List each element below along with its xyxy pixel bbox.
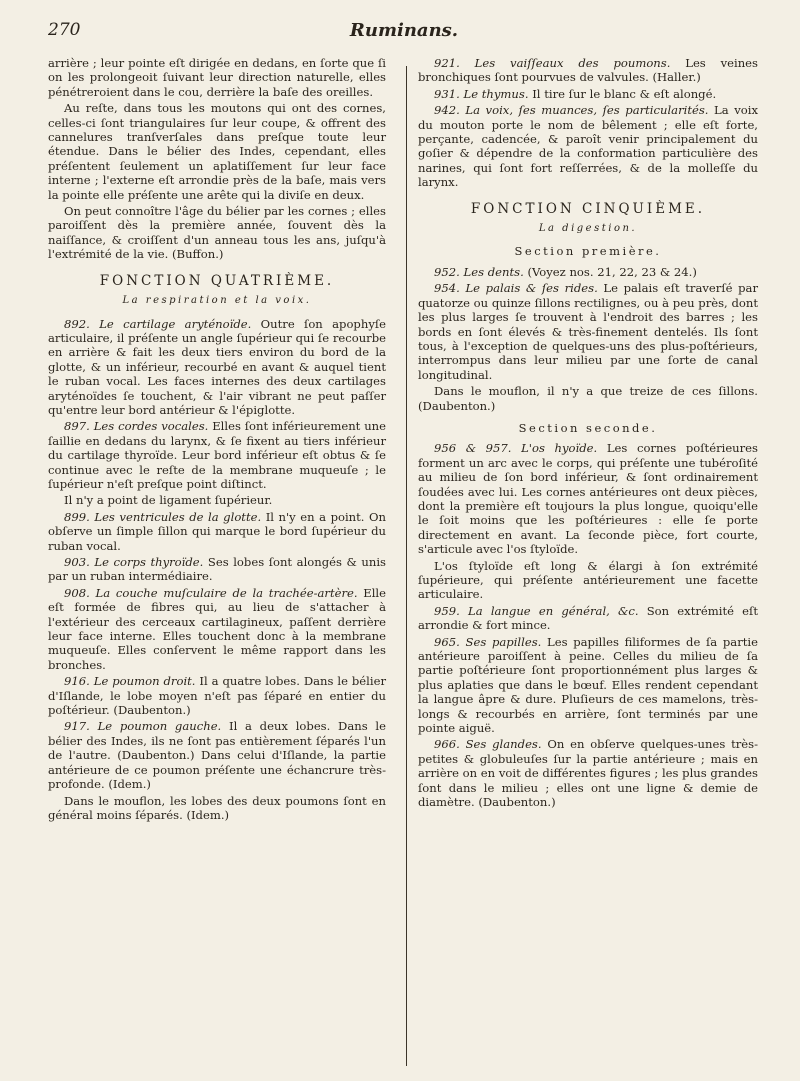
entry-892 <box>48 317 386 418</box>
paragraph: Il n'y a point de ligament ſupérieur. <box>64 493 273 508</box>
paragraph: Dans le mouflon, il n'y a que treize de ces ſillons. (Daubenton.) <box>418 384 758 413</box>
function-heading: FONCTION CINQUIÈME. <box>470 200 706 217</box>
entry-text: Outre ſon apophyſe articulaire, il préſente un angle ſupérieur qui ſe recourbe en arrière & fait les deux tiers environ du bord de la glotte, & un inférieur, recourbé en avant & auquel tient le ruban vocal. Les faces internes des deux cartilages aryténoïdes ſe touchent, & l'air vibrant ne peut paſſer qu'entre leur bord antérieur & l'épiglotte. <box>48 316 387 417</box>
entry-title: Le cartilage aryténoïde. <box>99 316 252 331</box>
entry-title: Le corps thyroïde. <box>94 555 204 569</box>
entry-text: Elle eſt formée de fibres qui, au lieu de s'attacher à l'extérieur des cerceaux cartilagineux, paſſent derrière leur face interne. Elles touchent donc à la membrane muqueuſe. Elles conſervent le même rapport dans les bronches. <box>48 585 387 672</box>
entry-title: Les dents. <box>463 264 524 279</box>
entry-title: Le poumon droit. <box>93 674 196 689</box>
entry-text: Les veines bronchiques ſont pourvues de valvules. (Haller.) <box>418 56 758 85</box>
paragraph: On peut connoître l'âge du bélier par les cornes ; elles paroiſſent dès la première année, ſouvent dès la naiſſance, & croiſſent d'un anneau tous les ans, juſqu'à l'extrémité de la vie. (Buffon.) <box>48 204 386 262</box>
entry-title: La langue en général, &c. <box>468 603 639 618</box>
function-heading: FONCTION QUATRIÈME. <box>99 272 335 289</box>
entry-title: Les vaiſſeaux des poumons. <box>474 56 671 70</box>
entry-text: Les cornes poſtérieures forment un arc avec le corps, qui préſente une tubéroſité au milieu de ſon bord inférieur, & ſont ordinairement ſoudées avec lui. Les cornes antérieures ont deux pièces, dont la première eſt toujours la plus longue, quoiqu'elle le ſoit moins que les poſtérieures : elle ſe porte directement en avant. La ſeconde pièce, fort courte, s'articule avec l'os ſtyloïde. <box>418 441 758 557</box>
entry-number: 956 & 957. <box>434 441 512 456</box>
entry-text: Le palais eſt traverſé par quatorze ou quinze ſillons rectilignes, ou à peu près, dont les plus larges ſe trouvent à l'endroit des barres ; les bords en ſont élevés & très-finement dentelés. Ils ſont tous, à l'exception de quelques-uns des plus-poſtérieurs, interrompus dans leur milieu par une ſorte de canal longitudinal. <box>418 281 758 382</box>
entry-952 <box>418 265 758 279</box>
entry-number: 903. <box>64 555 90 569</box>
entry-number: 959. <box>434 603 460 618</box>
entry-title: Les cordes vocales. <box>93 419 209 434</box>
entry-number: 899. <box>64 509 90 524</box>
entry-title: La voix, ſes muances, ſes particularités. <box>465 103 709 118</box>
function-subheading: La digestion. <box>538 223 638 235</box>
page-number: 270 <box>48 20 81 40</box>
entry-text: On en obſerve quelques-unes très-petites & globuleuſes ſur la partie antérieure ; mais en arrière on en voit de différentes figures ; les plus grandes ſont dans le milieu ; elles ont une ligne & demie de diamètre. (Daubenton.) <box>418 737 759 810</box>
entry-954 <box>418 281 758 382</box>
entry-title: L'os hyoïde. <box>521 441 598 456</box>
entry-text: Il tire ſur le blanc & eſt alongé. <box>528 86 717 101</box>
column-divider <box>406 66 407 1066</box>
entry-917 <box>48 719 386 791</box>
entry-text: Son extrémité eſt arrondie & fort mince. <box>418 603 758 633</box>
left-column <box>48 56 386 824</box>
entry-number: 892. <box>64 316 90 331</box>
entry-959 <box>418 604 758 633</box>
entry-title: Le palais & ſes rides. <box>465 281 598 296</box>
page-header <box>48 20 760 46</box>
entry-908 <box>48 586 386 672</box>
entry-text: Ses lobes ſont alongés & unis par un ruban intermédiaire. <box>48 555 386 584</box>
entry-number: 931. <box>434 86 460 101</box>
entry-text: Les papilles filiformes de ſa partie antérieure paroiſſent à peine. Celles du milieu de ſa partie poſtérieure ſont proportionnément plus larges & plus aplaties que dans le bœuf. Elles rendent cependant la langue âpre & dure. Pluſieurs de ces mamelons, très-longs & recourbés en arrière, ſont terminés par une pointe aiguë. <box>418 634 758 736</box>
entry-number: 908. <box>64 585 90 600</box>
entry-title: Les ventricules de la glotte. <box>94 509 262 524</box>
entry-921 <box>418 56 758 85</box>
entry-899 <box>48 510 386 553</box>
paragraph: Au reſte, dans tous les moutons qui ont des cornes, celles-ci ſont triangulaires ſur leur coupe, & offrent des cannelures tranſverſales dans preſque toute leur étendue. Dans le bélier des Indes, cependant, elles préſentent ſeulement un aplatiſſement ſur leur face interne ; l'externe eſt arrondie près de la baſe, mais vers la pointe elle préſente une arête qui la diviſe en deux. <box>48 101 386 202</box>
section-heading: Section première. <box>514 244 662 259</box>
entry-number: 952. <box>434 264 460 279</box>
entry-number: 966. <box>434 737 460 752</box>
entry-897 <box>48 419 386 491</box>
entry-text: Il n'y en a point. On obſerve un ſimple ſillon qui marque le bord ſupérieur du ruban vocal. <box>48 509 386 553</box>
entry-956 <box>418 441 758 556</box>
entry-number: 897. <box>64 419 90 434</box>
running-head: Ruminans. <box>349 20 459 41</box>
entry-title: Ses papilles. <box>465 634 542 649</box>
entry-title: Le poumon gauche. <box>97 719 222 734</box>
entry-text: La voix du mouton porte le nom de bêlement ; elle eſt forte, perçante, cadencée, & paroît venir principalement du goſier & dépendre de la conformation particulière des narines, qui ſont fort reſſerrées, & de la molleſſe du larynx. <box>418 103 758 190</box>
entry-number: 942. <box>434 103 460 118</box>
entry-966 <box>418 737 758 809</box>
entry-number: 917. <box>64 719 90 734</box>
paragraph: L'os ſtyloïde eſt long & élargi à ſon extrémité ſupérieure, qui préſente antérieurement une facette articulaire. <box>418 558 758 602</box>
entry-text: Elles ſont inférieurement une ſaillie en dedans du larynx, & ſe fixent au tiers inférieur du cartilage thyroïde. Leur bord inférieur eſt obtus & ſe continue avec le reſte de la membrane muqueuſe ; le ſupérieur n'eſt preſque point diſtinct. <box>48 419 386 491</box>
entry-916 <box>48 674 386 717</box>
entry-number: 921. <box>434 56 460 70</box>
function-subheading: La respiration et la voix. <box>122 295 312 307</box>
entry-942 <box>418 103 758 189</box>
entry-title: Le thymus. <box>463 86 529 101</box>
entry-title: Ses glandes. <box>465 737 542 752</box>
section-heading: Section seconde. <box>518 420 658 435</box>
entry-931 <box>418 87 758 101</box>
paragraph: arrière ; leur pointe eſt dirigée en dedans, en ſorte que ſi on les prolongeoit ſuivant leur direction naturelle, elles pénétreroient dans le cou, derrière la baſe des oreilles. <box>48 56 386 99</box>
right-column <box>418 56 758 812</box>
entry-text: Il a deux lobes. Dans le bélier des Indes, ils ne ſont pas entièrement ſéparés l'un de l'autre. (Daubenton.) Dans celui d'Iſlande, la partie antérieure de ce poumon préſente une échancrure très-profonde. (Idem.) <box>48 719 386 792</box>
entry-number: 954. <box>434 281 460 296</box>
paragraph: Dans le mouflon, les lobes des deux poumons ſont en général moins ſéparés. (Idem.) <box>48 793 386 822</box>
entry-title: La couche muſculaire de la trachée-artère. <box>95 585 358 600</box>
entry-number: 916. <box>64 674 90 689</box>
entry-number: 965. <box>434 634 460 649</box>
entry-text: Il a quatre lobes. Dans le bélier d'Iſlande, le lobe moyen n'eſt pas ſéparé en entier du poſtérieur. (Daubenton.) <box>48 674 386 718</box>
entry-965 <box>418 635 758 736</box>
entry-903 <box>48 555 386 584</box>
entry-text: (Voyez nos. 21, 22, 23 & 24.) <box>523 264 697 279</box>
